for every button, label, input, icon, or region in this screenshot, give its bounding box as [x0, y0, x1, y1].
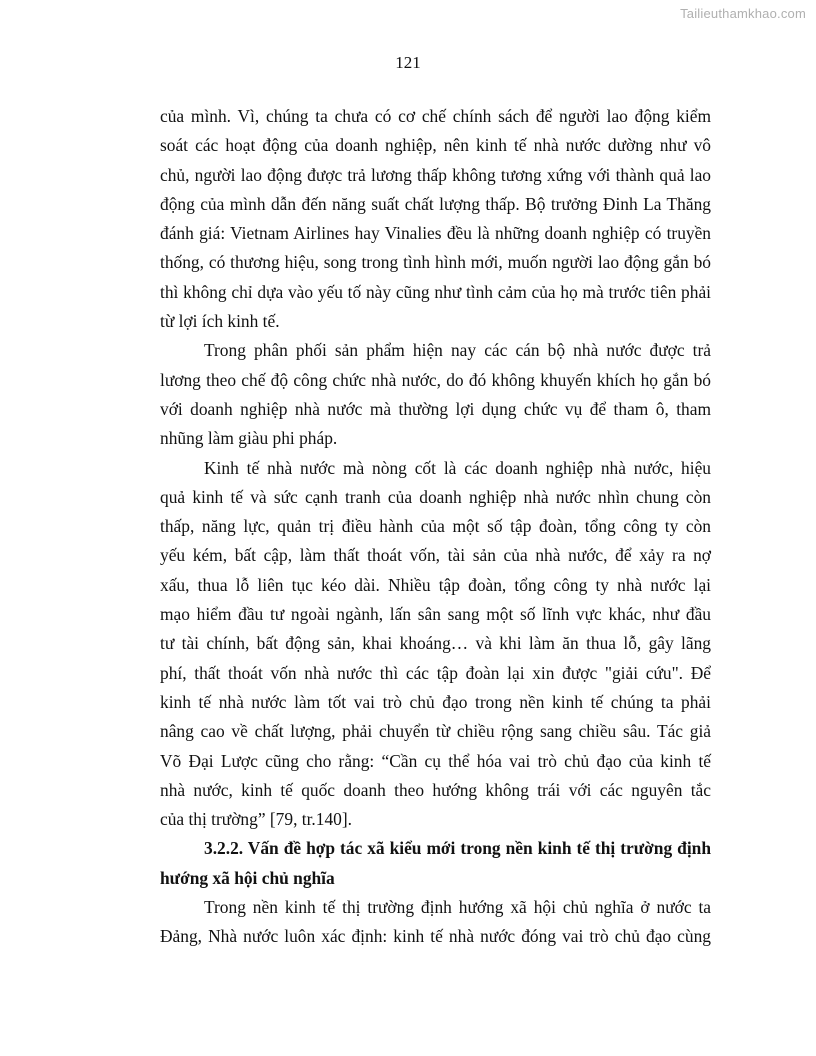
text-line: chủ, người lao động được trả lương thấp không tương xứng với thành quả lao	[160, 164, 711, 185]
text-line: mạo hiểm đầu tư ngoài ngành, lấn sân sang một số lĩnh vực khác, như đầu	[160, 604, 711, 625]
text-line: kinh tế nhà nước làm tốt vai trò chủ đạo trong nền kinh tế chúng ta phải	[160, 691, 711, 712]
heading-line: 3.2.2. Vấn đề hợp tác xã kiểu mới trong nền kinh tế thị trường định	[204, 838, 711, 859]
text-line: phí, thất thoát vốn nhà nước thì các tập đoàn lại xin được "giải cứu". Để	[160, 662, 711, 683]
text-line: Trong nền kinh tế thị trường định hướng xã hội chủ nghĩa ở nước ta	[204, 897, 711, 918]
text-line: Trong phân phối sản phẩm hiện nay các cán bộ nhà nước được trả	[204, 340, 711, 361]
text-line: thấp, năng lực, quản trị điều hành của một số tập đoàn, tổng công ty còn	[160, 516, 711, 537]
text-line: Võ Đại Lược cũng cho rằng: “Cần cụ thể hóa vai trò chủ đạo của kinh tế	[160, 750, 711, 771]
text-line: của thị trường” [79, tr.140].	[160, 809, 353, 830]
text-line: của mình. Vì, chúng ta chưa có cơ chế chính sách để người lao động kiểm	[160, 106, 711, 126]
text-line: thống, có thương hiệu, song trong tình hình mới, muốn người lao động gắn bó	[160, 252, 711, 273]
paragraph	[160, 102, 711, 336]
watermark: Tailieuthamkhao.com	[680, 6, 806, 21]
text-line: lương theo chế độ công chức nhà nước, do đó không khuyến khích họ gắn bó	[160, 369, 711, 390]
text-line: tư tài chính, bất động sản, khai khoáng… và khi làm ăn thua lỗ, gây lãng	[160, 633, 711, 654]
paragraph	[160, 454, 711, 835]
text-line: Đảng, Nhà nước luôn xác định: kinh tế nhà nước đóng vai trò chủ đạo cùng	[160, 926, 711, 947]
text-line: Kinh tế nhà nước mà nòng cốt là các doanh nghiệp nhà nước, hiệu	[204, 457, 711, 478]
text-line: nhà nước, kinh tế quốc doanh theo hướng không trái với các nguyên tắc	[160, 779, 711, 800]
section-heading	[160, 834, 711, 893]
text-line: soát các hoạt động của doanh nghiệp, nên kinh tế nhà nước dường như vô	[160, 135, 711, 156]
text-line: yếu kém, bất cập, làm thất thoát vốn, tài sản của nhà nước, để xảy ra nợ	[160, 545, 711, 566]
heading-line: hướng xã hội chủ nghĩa	[160, 867, 335, 888]
text-line: nhũng làm giàu phi pháp.	[160, 428, 338, 449]
text-line: xấu, thua lỗ liên tục kéo dài. Nhiều tập đoàn, tổng công ty nhà nước lại	[160, 574, 711, 595]
text-line: đánh giá: Vietnam Airlines hay Vinalies đều là những doanh nghiệp có truyền	[160, 223, 711, 244]
text-line: thì không chỉ dựa vào yếu tố này cũng như tình cảm của họ mà trước tiên phải	[160, 281, 711, 302]
paragraph	[160, 336, 711, 453]
page-number: 121	[395, 53, 421, 72]
text-line: nâng cao về chất lượng, phải chuyển từ chiều rộng sang chiều sâu. Tác giả	[160, 721, 711, 742]
paragraph	[160, 893, 711, 952]
text-line: động của mình dẫn đến năng suất chất lượng thấp. Bộ trưởng Đinh La Thăng	[160, 193, 711, 214]
text-line: từ lợi ích kinh tế.	[160, 311, 280, 332]
text-line: quả kinh tế và sức cạnh tranh của doanh nghiệp nhà nước nhìn chung còn	[160, 486, 711, 507]
document-body	[160, 102, 711, 952]
text-line: với doanh nghiệp nhà nước mà thường lợi dụng chức vụ để tham ô, tham	[160, 398, 711, 419]
